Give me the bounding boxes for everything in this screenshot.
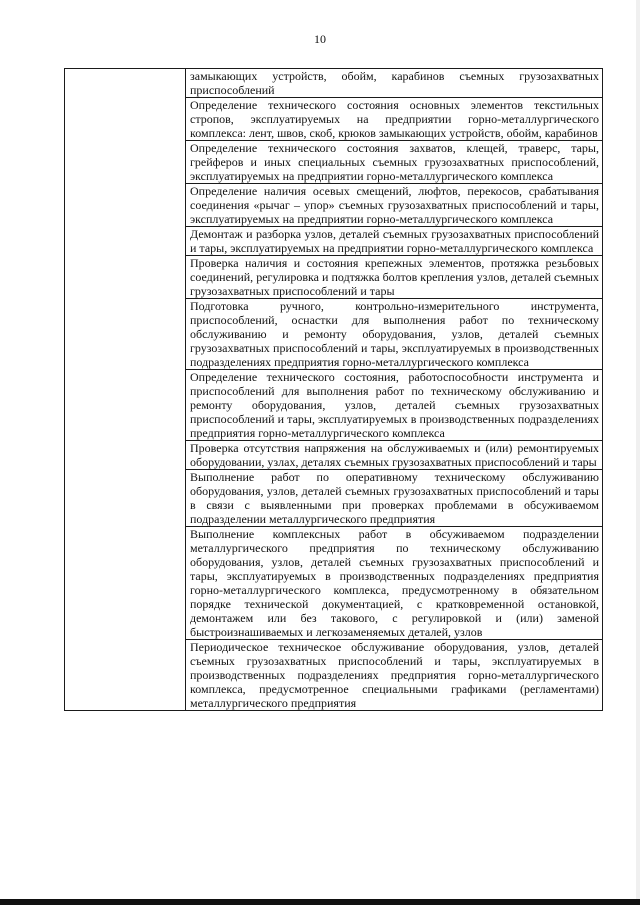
action-text: Проверка наличия и состояния крепежных элементов, протяжка резьбовых соединений, регулировка и подтяжка болтов крепления узлов, деталей съемных грузозахватных приспособлений и тары [190, 256, 599, 298]
action-cell [186, 640, 603, 711]
action-text: Выполнение работ по оперативному техническому обслуживанию оборудования, узлов, деталей съемных грузозахватных приспособлений и тары в связи с выявленными при проверках проблемами в обсуживаемом подразделении металлургического предприятия [190, 470, 599, 526]
page-number: 10 [314, 32, 326, 46]
action-text: Периодическое техническое обслуживание оборудования, узлов, деталей съемных грузозахватных приспособлений и тары, эксплуатируемых в производственных подразделениях предприятия горно-металлургического комплекса, предусмотренное специальными графиками (регламентами) металлургического предприятия [190, 640, 599, 710]
action-cell [186, 227, 603, 256]
action-text: Определение технического состояния основных элементов текстильных стропов, эксплуатируемых на предприятии горно-металлургического комплекса: лент, швов, скоб, крюков замыкающих устройств, обойм, карабинов [190, 98, 599, 140]
action-cell [186, 299, 603, 370]
action-cell [186, 184, 603, 227]
action-cell [186, 69, 603, 98]
action-text: Подготовка ручного, контрольно-измерительного инструмента, приспособлений, оснастки для выполнения работ по техническому обслуживанию и ремонту оборудования, узлов, деталей съемных грузозахватных приспособлений и тары, эксплуатируемых в производственных подразделениях предприятия горно-металлургического комплекса [190, 299, 599, 369]
action-cell [186, 370, 603, 441]
action-cell [186, 441, 603, 470]
action-text: Демонтаж и разборка узлов, деталей съемных грузозахватных приспособлений и тары, эксплуатируемых на предприятии горно-металлургического комплекса [190, 227, 599, 255]
scan-border [0, 899, 640, 905]
action-text: Определение технического состояния, работоспособности инструмента и приспособлений для выполнения работ по техническому обслуживанию и ремонту оборудования, узлов, деталей съемных грузозахватных приспособлений и тары, эксплуатируемых в производственных подразделениях предприятия горно-металлургического комплекса [190, 370, 599, 440]
action-text: Выполнение комплексных работ в обсуживаемом подразделении металлургического предприятия по техническому обслуживанию оборудования, узлов, деталей съемных грузозахватных приспособлений и тары, эксплуатируемых в производственных подразделениях предприятия горно-металлургического комплекса, предусмотренному в обязательном порядке технической документацией, с кратковременной остановкой, демонтажем или без такового, с регулировкой и (или) заменой быстроизнашиваемых и легкозаменяемых деталей, узлов [190, 527, 599, 639]
action-text: Определение технического состояния захватов, клещей, траверс, тары, грейферов и иных специальных съемных грузозахватных приспособлений, эксплуатируемых на предприятии горно-металлургического комплекса [190, 141, 599, 183]
action-text: Проверка отсутствия напряжения на обслуживаемых и (или) ремонтируемых оборудовании, узлах, деталях съемных грузозахватных приспособлений и тары [190, 441, 599, 469]
action-text: замыкающих устройств, обойм, карабинов съемных грузозахватных приспособлений [190, 69, 599, 97]
action-cell [186, 470, 603, 527]
action-cell [186, 527, 603, 640]
functions-table [64, 68, 603, 711]
action-cell [186, 256, 603, 299]
action-cell [186, 141, 603, 184]
table-row [65, 69, 603, 98]
action-text: Определение наличия осевых смещений, люфтов, перекосов, срабатывания соединения «рычаг – упор» съемных грузозахватных приспособлений и тары, эксплуатируемых на предприятии горно-металлургического комплекса [190, 184, 599, 226]
action-cell [186, 98, 603, 141]
scan-margin [636, 0, 640, 905]
label-cell [65, 69, 186, 711]
